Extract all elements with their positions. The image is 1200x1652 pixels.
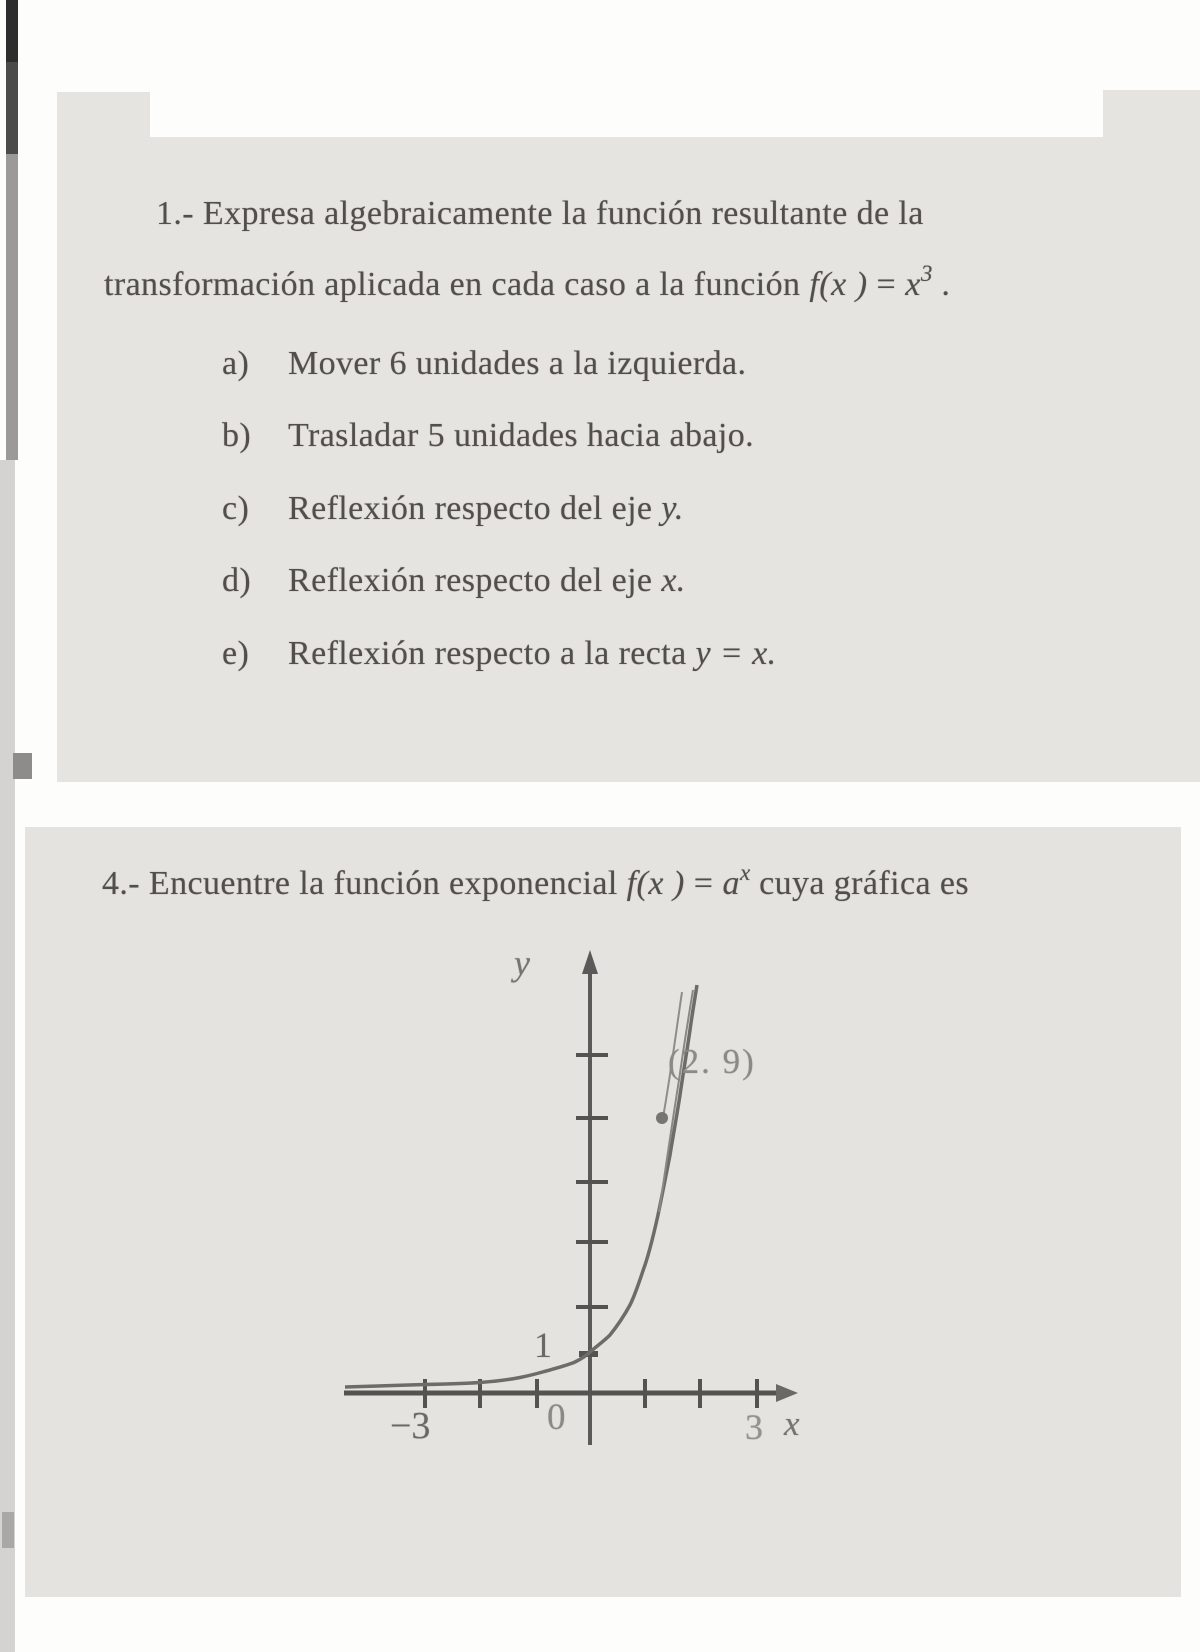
item-c-text [288,487,684,531]
graph-y-axis-label: y [514,943,530,983]
item-d-math: x. [661,562,686,599]
graph-xneg3-label: −3 [390,1405,431,1447]
graph-origin-label: 0 [547,1397,566,1438]
problem4-prefix: 4.- Encuentre la función exponencial [102,865,627,902]
problem1-line2 [104,263,950,307]
problem1-item-e [222,632,777,676]
item-d-text-body: Reflexión respecto del eje [288,562,662,599]
scan-block-problem1-tab-left [57,92,150,138]
problem1-line2-text: transformación aplicada en cada caso a la función [104,266,810,303]
graph-point-label: (2. 9) [668,1042,756,1081]
exponential-graph [330,930,830,1470]
item-b-label: b) [222,417,252,454]
formula1-period: . [932,266,951,303]
scan-edge-smudge-2 [2,1512,14,1548]
scan-edge-bar-upper [6,62,18,154]
y-axis-arrow-icon [582,950,598,974]
formula1-equals: = [867,266,906,303]
item-e-label: e) [222,635,250,672]
problem1-line1 [156,192,924,236]
item-e-text [288,632,777,676]
formula4-equals: = [684,865,723,902]
problem1-item-c [222,487,684,531]
item-c-math: y. [661,490,684,527]
exponential-curve [345,985,697,1387]
formula1-base: x [905,266,921,303]
problem1-item-b [222,414,754,458]
problem4-formula [626,860,751,902]
formula4-exponent: x [739,860,751,885]
problem4-heading [102,862,969,906]
scan-edge-dark-bar [6,0,18,62]
item-c-text-body: Reflexión respecto del eje [288,490,662,527]
problem1-item-a [222,342,746,386]
formula4-base: a [722,865,740,902]
curve-second-stroke [659,990,693,1212]
item-a-text: Mover 6 unidades a la izquierda. [288,345,747,382]
graph-x-axis-label: x [784,1404,800,1443]
item-b-text: Trasladar 5 unidades hacia abajo. [288,417,755,454]
formula1-body: f(x ) [809,266,868,303]
scan-edge-bar-lower [0,460,15,1652]
problem1-formula [809,261,951,303]
problem1-line1-text: 1.- Expresa algebraicamente la función resultante de la [156,195,924,232]
item-e-text-body: Reflexión respecto a la recta [288,635,696,672]
item-d-text [288,559,686,603]
formula1-exponent: 3 [920,261,933,286]
item-d-label: d) [222,562,252,599]
scan-block-problem1-tab-right [1103,90,1200,138]
problem1-item-d [222,559,686,603]
item-e-math: y = x. [695,635,777,672]
formula4-body: f(x ) [626,865,685,902]
graph-y1-label: 1 [534,1325,552,1365]
graph-x3-label: 3 [745,1407,763,1447]
item-a-label: a) [222,345,250,382]
problem4-suffix: cuya gráfica es [750,865,969,902]
item-c-label: c) [222,490,250,527]
x-axis-arrow-icon [776,1384,798,1402]
scan-edge-smudge-1 [13,753,32,779]
scan-edge-bar-mid [6,154,18,460]
point-2-9-marker [656,1112,668,1124]
